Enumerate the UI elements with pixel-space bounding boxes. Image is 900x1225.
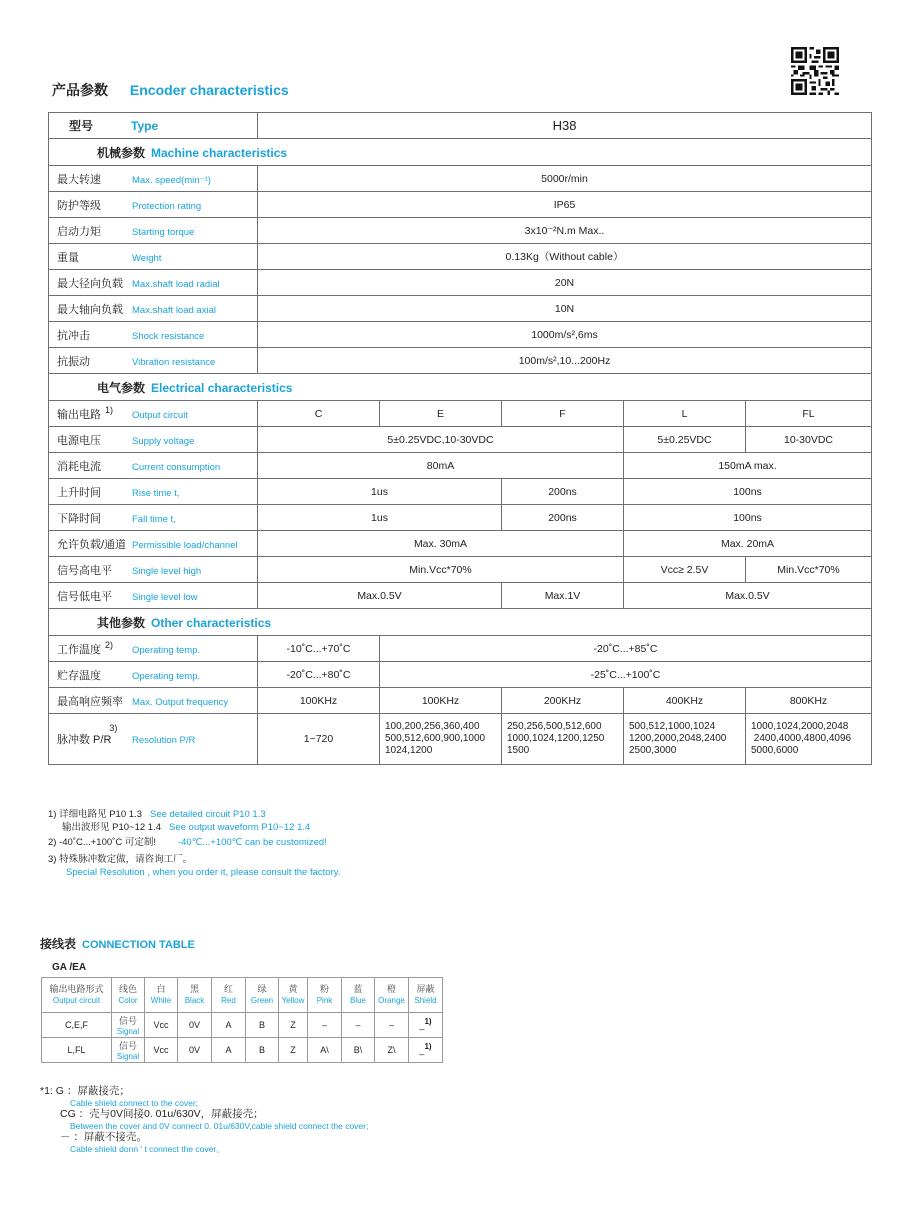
value-rest: -20˚C...+85˚C (380, 636, 872, 662)
header-cell (279, 978, 308, 1013)
freq-value: 800KHz (746, 688, 872, 714)
label-zh: 下降时间 (57, 512, 101, 525)
row-label (49, 166, 258, 192)
footnote-en: Between the cover and 0V connect 0. 01u/630V,cable shield connect the cover; (70, 1120, 369, 1131)
header-zh: 输出电路形式 (49, 984, 104, 994)
row-label (49, 192, 258, 218)
header-cell (212, 978, 246, 1013)
resolution-row (49, 714, 872, 765)
label-en: Permissible load/channel (132, 539, 238, 551)
header-zh: 黄 (288, 984, 298, 994)
header-en: Green (250, 996, 274, 1005)
note-en: See detailed circuit P10 1.3 (149, 809, 266, 820)
freq-value: 100KHz (258, 688, 380, 714)
header-en: Red (221, 996, 236, 1005)
row-label (49, 218, 258, 244)
value-lfl: 100ns (624, 505, 872, 531)
res-line: 5000,6000 (751, 745, 799, 756)
label-en: Rise time t, (132, 487, 180, 499)
type-label-zh: 型号 (69, 119, 94, 133)
page-title-en: Encoder characteristics (129, 82, 289, 98)
row-label (49, 688, 258, 714)
res-line: 1500 (507, 745, 530, 756)
value-l: 5±0.25VDC (624, 427, 746, 453)
spec-row (49, 296, 872, 322)
header-cell (246, 978, 279, 1013)
label-zh: 最大轴向负载 (57, 303, 123, 316)
row-label (49, 636, 258, 662)
wire-cell: B (246, 1038, 279, 1063)
note-zh: 1) 详细电路见 P10 1.3 (48, 809, 142, 820)
freq-value: 100KHz (380, 688, 502, 714)
spec-row (49, 218, 872, 244)
connection-title (40, 935, 195, 952)
note-zh: 3) 特殊脉冲数定做，请咨询工厂。 (48, 854, 193, 865)
load-row (49, 531, 872, 557)
label-en: Single level high (132, 565, 202, 577)
label-zh: 最大径向负载 (57, 277, 123, 290)
header-cell (112, 978, 145, 1013)
note-en: See output waveform P10~12 1.4 (169, 822, 311, 833)
resolution-value (746, 714, 872, 765)
electrical-section-header (49, 374, 872, 401)
label-zh: 允许负载/通道 (57, 538, 127, 551)
header-en: Color (118, 996, 138, 1005)
connection-table (41, 977, 443, 1063)
header-zh: 白 (156, 984, 166, 994)
type-label (49, 113, 258, 139)
supply-voltage-row (49, 427, 872, 453)
value-cef: Min.Vcc*70% (258, 557, 624, 583)
label-zh-text: 脉冲数 P/R (57, 734, 112, 746)
label-zh: 最高响应频率 (57, 695, 123, 708)
value-f: 200ns (502, 479, 624, 505)
value-first: -20˚C...+80˚C (258, 662, 380, 688)
value-ce: Max.0.5V (258, 583, 502, 609)
type-row (49, 113, 872, 139)
note-zh: 2) -40˚C...+100˚C 可定制! (48, 837, 156, 848)
value-cef: Max. 30mA (258, 531, 624, 557)
wire-cell: Z (279, 1013, 308, 1038)
label-en: Output circuit (132, 409, 188, 421)
row-label (49, 714, 258, 765)
row-label (49, 557, 258, 583)
row-label (49, 583, 258, 609)
shield-note: 1) (424, 1042, 432, 1051)
color-cell (112, 1013, 145, 1038)
value-ce: 1us (258, 479, 502, 505)
shield-value: _ (419, 1020, 425, 1030)
circuit-e: E (380, 401, 502, 427)
header-zh: 黑 (189, 984, 199, 994)
machine-section-row (49, 139, 872, 166)
label-zh-text: 工作温度 (57, 643, 101, 656)
value-f: 200ns (502, 505, 624, 531)
note-3b (48, 866, 340, 879)
label-zh: 贮存温度 (57, 669, 101, 682)
note-1b (48, 821, 340, 834)
electrical-section-zh: 电气参数 (97, 380, 146, 395)
row-value: 10N (258, 296, 872, 322)
wire-cell: B\ (342, 1038, 375, 1063)
label-zh: 抗冲击 (57, 329, 90, 342)
row-label (49, 322, 258, 348)
label-zh (57, 723, 132, 747)
footnote-line (40, 1086, 368, 1098)
value-lfl: Max.0.5V (624, 583, 872, 609)
wire-cell: Z\ (375, 1038, 409, 1063)
row-label (49, 296, 258, 322)
wire-cell: Z (279, 1038, 308, 1063)
value-cef: 80mA (258, 453, 624, 479)
output-circuit-row (49, 401, 872, 427)
wire-cell: A\ (308, 1038, 342, 1063)
row-label (49, 348, 258, 374)
label-zh (57, 641, 132, 657)
other-section-zh: 其他参数 (97, 615, 146, 630)
spec-row (49, 270, 872, 296)
value-lfl: 150mA max. (624, 453, 872, 479)
label-zh: 启动力矩 (57, 225, 101, 238)
label-zh: 信号低电平 (57, 590, 112, 603)
circuit-fl: FL (746, 401, 872, 427)
label-en: Operating temp. (132, 644, 201, 656)
header-en: Output circuit (52, 996, 101, 1005)
header-cell (145, 978, 178, 1013)
row-label (49, 479, 258, 505)
wire-cell: Vcc (145, 1013, 178, 1038)
value-cef: 5±0.25VDC,10-30VDC (258, 427, 624, 453)
row-value: 5000r/min (258, 166, 872, 192)
label-en: Supply voltage (132, 435, 195, 447)
qr-code-icon (791, 47, 839, 95)
row-value: IP65 (258, 192, 872, 218)
circuit-cell: L,FL (42, 1038, 112, 1063)
header-zh: 线色 (118, 984, 137, 994)
res-line: 500,512,1000,1024 (629, 721, 716, 732)
row-label (49, 401, 258, 427)
res-line: 1000,1024,1200,1250 (507, 733, 605, 744)
footnote (40, 1086, 368, 1155)
connection-row (42, 1013, 443, 1038)
value-first: -10˚C...+70˚C (258, 636, 380, 662)
wire-cell: 0V (178, 1013, 212, 1038)
current-row (49, 453, 872, 479)
header-zh: 红 (223, 984, 233, 994)
label-en: Resolution P/R (132, 735, 196, 746)
frequency-row (49, 688, 872, 714)
type-value: H38 (258, 113, 872, 139)
resolution-value (380, 714, 502, 765)
header-cell (375, 978, 409, 1013)
note-en: Special Resolution , when you order it, please consult the factory. (66, 867, 341, 878)
row-value: 100m/s²,10...200Hz (258, 348, 872, 374)
label-zh: 抗振动 (57, 355, 90, 368)
header-en: Pink (316, 996, 333, 1005)
type-label-en: Type (131, 119, 159, 133)
label-en: Max.shaft load radial (132, 278, 220, 290)
machine-section-header (49, 139, 872, 166)
label-zh: 上升时间 (57, 486, 101, 499)
label-zh-text: 输出电路 (57, 408, 101, 421)
other-section-en: Other characteristics (151, 615, 272, 630)
note-3 (48, 853, 340, 866)
row-value: 3x10⁻²N.m Max.. (258, 218, 872, 244)
res-line: 1200,2000,2048,2400 (629, 733, 727, 744)
label-zh (57, 406, 132, 422)
wire-cell: – (375, 1013, 409, 1038)
header-zh: 橙 (386, 984, 396, 994)
wire-cell: B (246, 1013, 279, 1038)
other-section-header (49, 609, 872, 636)
connection-title-zh: 接线表 (40, 937, 77, 951)
wire-cell: – (342, 1013, 375, 1038)
value-lfl: Max. 20mA (624, 531, 872, 557)
value-lfl: 100ns (624, 479, 872, 505)
res-line: 100,200,256,360,400 (385, 721, 480, 732)
label-en: Weight (132, 252, 162, 264)
note-en: -40℃...+100℃ can be customized! (177, 837, 327, 848)
fall-time-row (49, 505, 872, 531)
machine-section-en: Machine characteristics (151, 145, 288, 160)
label-en: Current consumption (132, 461, 221, 473)
header-cell (409, 978, 443, 1013)
shield-cell (409, 1013, 443, 1038)
other-section-row (49, 609, 872, 636)
header-en: Blue (349, 996, 366, 1005)
header-en: Black (184, 996, 205, 1005)
spec-row (49, 348, 872, 374)
operating-temp-row (49, 636, 872, 662)
res-line: 2400,4000,4800,4096 (751, 733, 852, 744)
label-zh: 最大转速 (57, 173, 101, 186)
label-zh: 信号高电平 (57, 564, 112, 577)
resolution-value: 1~720 (258, 714, 380, 765)
label-en: Shock resistance (132, 330, 205, 342)
shield-value: _ (419, 1045, 425, 1055)
label-zh: 消耗电流 (57, 460, 101, 473)
shield-cell (409, 1038, 443, 1063)
color-zh: 信号 (118, 1016, 137, 1026)
wire-cell: 0V (178, 1038, 212, 1063)
header-en: Shield (414, 996, 437, 1005)
header-zh: 粉 (319, 984, 329, 994)
resolution-value (624, 714, 746, 765)
storage-temp-row (49, 662, 872, 688)
res-line: 1024,1200 (385, 745, 433, 756)
notes (48, 808, 340, 879)
color-en: Signal (116, 1052, 140, 1061)
electrical-section-en: Electrical characteristics (151, 380, 293, 395)
color-cell (112, 1038, 145, 1063)
res-line: 500,512,600,900,1000 (385, 733, 486, 744)
circuit-l: L (624, 401, 746, 427)
header-cell (178, 978, 212, 1013)
wire-cell: A (212, 1013, 246, 1038)
value-f: Max.1V (502, 583, 624, 609)
row-label (49, 505, 258, 531)
shield-note: 1) (424, 1017, 432, 1026)
res-line: 250,256,500,512,600 (507, 721, 602, 732)
freq-value: 400KHz (624, 688, 746, 714)
wire-cell: – (308, 1013, 342, 1038)
label-en: Single level low (132, 591, 198, 603)
level-high-row (49, 557, 872, 583)
note-zh: 输出波形见 P10~12 1.4 (62, 822, 162, 833)
circuit-c: C (258, 401, 380, 427)
label-en: Vibration resistance (132, 356, 216, 368)
color-en: Signal (116, 1027, 140, 1036)
header-en: Yellow (281, 996, 305, 1005)
label-zh: 电源电压 (57, 434, 101, 447)
label-zh: 重量 (57, 251, 79, 264)
footnote-prefix: *1: (40, 1085, 53, 1097)
note-ref: 3) (109, 723, 118, 733)
color-zh: 信号 (118, 1041, 137, 1051)
value-fl: Min.Vcc*70% (746, 557, 872, 583)
spec-row (49, 192, 872, 218)
connection-subtitle: GA /EA (52, 962, 87, 973)
row-label (49, 427, 258, 453)
note-ref: 2) (105, 639, 114, 650)
footnote-zh: － ：屏蔽不接壳。 (60, 1131, 147, 1143)
level-low-row (49, 583, 872, 609)
header-cell (308, 978, 342, 1013)
wire-cell: Vcc (145, 1038, 178, 1063)
header-cell (342, 978, 375, 1013)
spec-row (49, 166, 872, 192)
connection-header-row (42, 978, 443, 1013)
header-zh: 蓝 (353, 984, 363, 994)
wire-cell: A (212, 1038, 246, 1063)
label-zh: 防护等级 (57, 199, 101, 212)
page-title-zh: 产品参数 (52, 82, 108, 98)
note-ref: 1) (105, 404, 114, 415)
header-zh: 屏蔽 (416, 984, 435, 994)
row-label (49, 453, 258, 479)
row-label (49, 662, 258, 688)
footnote-zh: CG ：壳与0V间接0. 01u/630V，屏蔽接壳； (60, 1108, 264, 1120)
label-en: Starting torque (132, 226, 195, 238)
label-en: Operating temp. (132, 670, 201, 682)
note-2 (48, 836, 340, 849)
footnote-en: Cable shield connect to the cover; (70, 1097, 199, 1108)
value-fl: 10-30VDC (746, 427, 872, 453)
row-value: 0.13Kg（Without cable） (258, 244, 872, 270)
note-1 (48, 808, 340, 821)
connection-row (42, 1038, 443, 1063)
res-line: 2500,3000 (629, 745, 677, 756)
row-label (49, 244, 258, 270)
circuit-f: F (502, 401, 624, 427)
header-en: Orange (378, 996, 405, 1005)
footnote-en: Cable shield donn ' t connect the cover。 (70, 1143, 225, 1154)
header-cell (42, 978, 112, 1013)
footnote-zh: G ：屏蔽接壳； (55, 1085, 130, 1097)
freq-value: 200KHz (502, 688, 624, 714)
resolution-value (502, 714, 624, 765)
label-en: Max. speed(min⁻¹) (132, 174, 211, 186)
value-l: Vcc≥ 2.5V (624, 557, 746, 583)
value-rest: -25˚C...+100˚C (380, 662, 872, 688)
page-title (52, 80, 289, 100)
row-label (49, 531, 258, 557)
circuit-cell: C,E,F (42, 1013, 112, 1038)
label-en: Fall time t, (132, 513, 176, 525)
row-value: 1000m/s²,6ms (258, 322, 872, 348)
encoder-spec-table (48, 112, 872, 765)
header-zh: 绿 (257, 984, 267, 994)
label-en: Max. Output frequency (132, 696, 229, 708)
spec-row (49, 322, 872, 348)
res-line: 1000,1024,2000,2048 (751, 721, 849, 732)
value-ce: 1us (258, 505, 502, 531)
machine-section-zh: 机械参数 (97, 145, 146, 160)
rise-time-row (49, 479, 872, 505)
connection-title-en: CONNECTION TABLE (82, 939, 195, 951)
label-en: Protection rating (132, 200, 202, 212)
header-en: White (150, 996, 172, 1005)
label-en: Max.shaft load axial (132, 304, 216, 316)
row-label (49, 270, 258, 296)
row-value: 20N (258, 270, 872, 296)
electrical-section-row (49, 374, 872, 401)
spec-row (49, 244, 872, 270)
